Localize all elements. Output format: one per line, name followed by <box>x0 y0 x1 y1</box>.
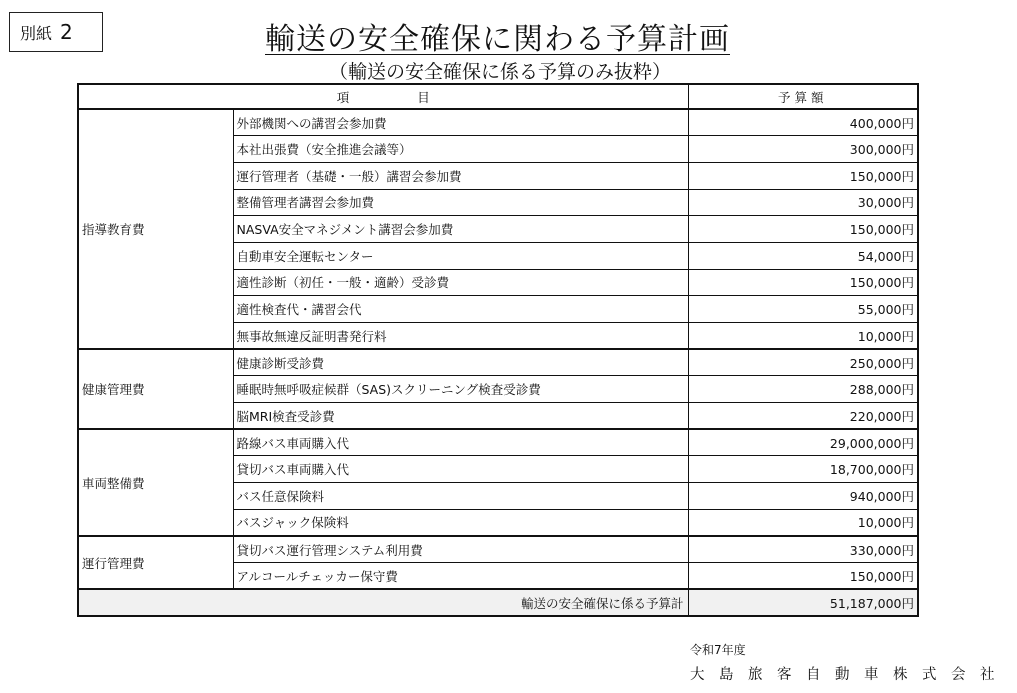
item-cell: 健康診断受診費 <box>233 349 688 376</box>
item-cell: NASVA安全マネジメント講習会参加費 <box>233 216 688 243</box>
amount-cell: 30,000円 <box>688 189 918 216</box>
budget-table <box>77 83 919 617</box>
amount-cell: 150,000円 <box>688 269 918 296</box>
total-amount: 51,187,000円 <box>688 589 918 616</box>
annex-box <box>9 12 103 52</box>
total-row <box>78 589 918 616</box>
annex-number: 2 <box>60 20 73 44</box>
item-cell: 本社出張費（安全推進会議等） <box>233 136 688 163</box>
item-cell: 運行管理者（基礎・一般）講習会参加費 <box>233 162 688 189</box>
header-item-char-2: 目 <box>417 89 430 105</box>
amount-cell: 29,000,000円 <box>688 429 918 456</box>
item-cell: 整備管理者講習会参加費 <box>233 189 688 216</box>
header-amount: 予算額 <box>688 84 918 109</box>
item-cell: バスジャック保険料 <box>233 509 688 536</box>
amount-cell: 300,000円 <box>688 136 918 163</box>
header-item <box>78 84 688 109</box>
item-cell: 脳MRI検査受診費 <box>233 403 688 430</box>
annex-label: 別紙 <box>20 23 53 43</box>
item-cell: 睡眠時無呼吸症候群（SAS)スクリーニング検査受診費 <box>233 376 688 403</box>
item-cell: 自動車安全運転センター <box>233 242 688 269</box>
category-cell: 健康管理費 <box>78 349 233 429</box>
item-cell: アルコールチェッカー保守費 <box>233 563 688 590</box>
amount-cell: 400,000円 <box>688 109 918 136</box>
category-cell: 運行管理費 <box>78 536 233 589</box>
amount-cell: 288,000円 <box>688 376 918 403</box>
amount-cell: 150,000円 <box>688 563 918 590</box>
amount-cell: 250,000円 <box>688 349 918 376</box>
page-title: 輸送の安全確保に関わる予算計画 <box>265 22 730 57</box>
amount-cell: 10,000円 <box>688 509 918 536</box>
amount-cell: 54,000円 <box>688 242 918 269</box>
category-cell: 指導教育費 <box>78 109 233 349</box>
item-cell: 路線バス車両購入代 <box>233 429 688 456</box>
table-header-row <box>78 84 918 109</box>
total-label: 輸送の安全確保に係る予算計 <box>78 589 688 616</box>
table-row <box>78 536 918 563</box>
item-cell: 適性検査代・講習会代 <box>233 296 688 323</box>
amount-cell: 150,000円 <box>688 216 918 243</box>
fiscal-year: 令和7年度 <box>690 643 746 657</box>
item-cell: 適性診断（初任・一般・適齢）受診費 <box>233 269 688 296</box>
header-item-char-1: 項 <box>336 89 350 105</box>
amount-cell: 330,000円 <box>688 536 918 563</box>
item-cell: 貸切バス車両購入代 <box>233 456 688 483</box>
amount-cell: 10,000円 <box>688 323 918 350</box>
amount-cell: 18,700,000円 <box>688 456 918 483</box>
item-cell: 無事故無違反証明書発行料 <box>233 323 688 350</box>
page-subtitle: （輸送の安全確保に係る予算のみ抜粋） <box>328 61 671 83</box>
amount-cell: 220,000円 <box>688 403 918 430</box>
table-row <box>78 109 918 136</box>
table-row <box>78 429 918 456</box>
table-row <box>78 349 918 376</box>
amount-cell: 55,000円 <box>688 296 918 323</box>
budget-body <box>78 109 918 589</box>
item-cell: 貸切バス運行管理システム利用費 <box>233 536 688 563</box>
amount-cell: 150,000円 <box>688 162 918 189</box>
item-cell: 外部機関への講習会参加費 <box>233 109 688 136</box>
amount-cell: 940,000円 <box>688 483 918 510</box>
item-cell: バス任意保険料 <box>233 483 688 510</box>
category-cell: 車両整備費 <box>78 429 233 536</box>
company-name: 大島旅客自動車株式会社 <box>690 667 1009 683</box>
